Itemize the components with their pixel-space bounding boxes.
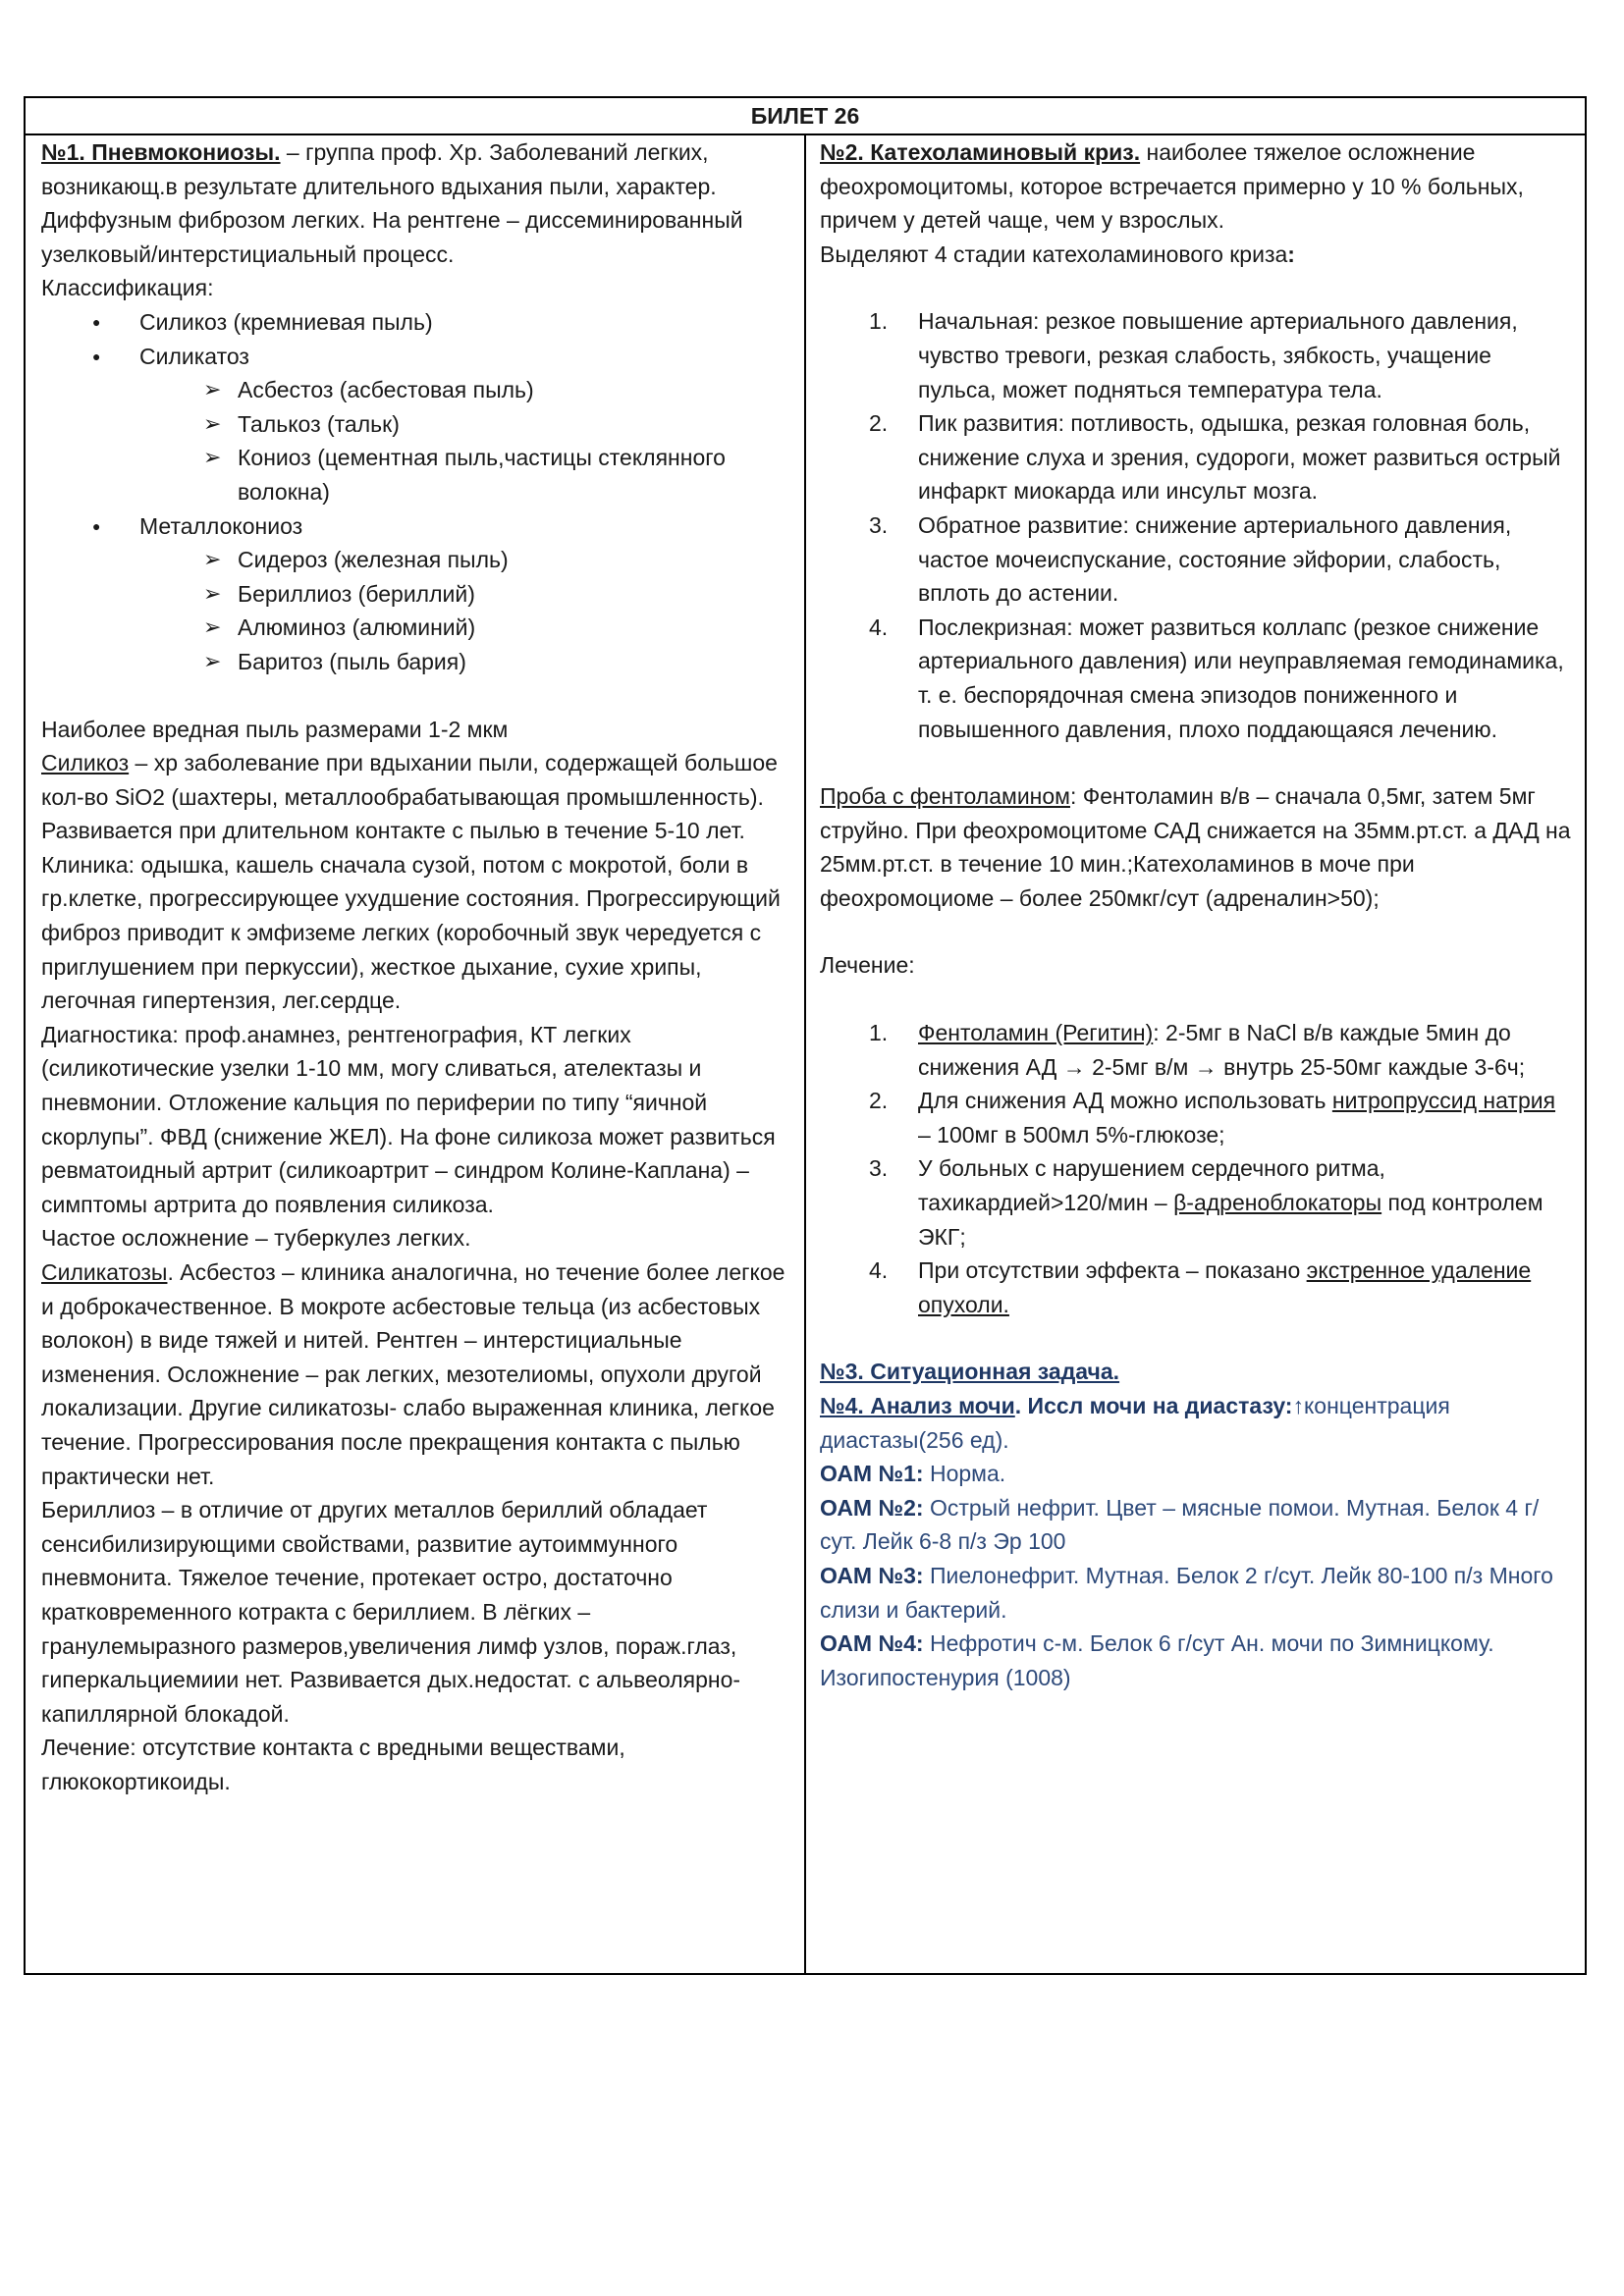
spacer bbox=[820, 915, 1571, 948]
list-item bbox=[820, 508, 1571, 611]
item-number: 3. bbox=[869, 511, 889, 538]
list-item bbox=[820, 1151, 1571, 1254]
item-underlined: нитропруссид натрия bbox=[1331, 1088, 1556, 1114]
list-item: ● Силикоз (кремниевая пыль) bbox=[41, 305, 790, 340]
q4-paragraph bbox=[820, 1389, 1571, 1457]
oam-item bbox=[820, 1457, 1571, 1491]
q4-text: концентрация диастазы(256 ед). bbox=[820, 1393, 1450, 1453]
up-arrow-icon: ↑ bbox=[1292, 1393, 1304, 1418]
stages-label bbox=[820, 238, 1571, 272]
item-text: Послекризная: может развиться коллапс (резкое снижение артериального давления) или неуправляемая гемодинамика, т. е. беспорядочная смена эпизодов пониженного и повышенного давления, плохо поддающаяся лечению. bbox=[918, 614, 1564, 742]
silicosis-text: – хр заболевание при вдыхании пыли, содержащей большое кол-во SiO2 (шахтеры, металлообрабатывающая промышленность). Развивается при длительном контакте с пылью в течение 5-10 лет. bbox=[41, 750, 778, 844]
oam-label: ОАМ №4: bbox=[820, 1630, 924, 1657]
item-underlined: β-адреноблокаторы bbox=[1173, 1190, 1382, 1216]
item-underlined: экстренное удаление опухоли. bbox=[918, 1257, 1532, 1317]
metal-sublist bbox=[41, 543, 790, 678]
stages-label-text: Выделяют 4 стадии катехоламинового криза bbox=[820, 240, 1288, 267]
spacer bbox=[820, 1321, 1571, 1355]
spacer bbox=[820, 746, 1571, 779]
q1-intro: – группа проф. Хр. Заболеваний легких, возникающ.в результате длительного вдыхания пыли, характер. Диффузным фиброзом легких. На рентгене – диссеминированный узелковый/интерстициальный процесс. bbox=[41, 139, 743, 267]
silicatosis-sublist bbox=[41, 373, 790, 508]
list-item bbox=[820, 611, 1571, 746]
oam-item bbox=[820, 1491, 1571, 1559]
list-item bbox=[820, 1084, 1571, 1151]
item-text: – 100мг в 500мл 5%-глюкозе; bbox=[918, 1121, 1225, 1148]
stages-list bbox=[820, 304, 1571, 746]
silicosis-paragraph bbox=[41, 746, 790, 848]
oam-text: Норма. bbox=[923, 1461, 1006, 1487]
treatment-label: Лечение: bbox=[820, 952, 915, 979]
list-item bbox=[820, 1016, 1571, 1084]
item-number: 3. bbox=[869, 1155, 889, 1182]
silicatosis-term: Силикатозы bbox=[41, 1259, 168, 1285]
silicosis-term: Силикоз bbox=[41, 750, 130, 776]
item-underlined: Фентоламин (Регитин) bbox=[918, 1020, 1154, 1046]
item-text: : 2-5мг в NaCl в/в каждые 5мин до снижения АД → 2-5мг в/м → внутрь 25-50мг каждые 3-6ч; bbox=[918, 1020, 1526, 1080]
ticket-title: БИЛЕТ 26 bbox=[26, 98, 1585, 135]
q2-heading: №2. Катехоламиновый криз. bbox=[820, 139, 1141, 165]
left-column bbox=[26, 135, 806, 1973]
list-item: ➢ Кониоз (цементная пыль,частицы стеклянного волокна) bbox=[41, 441, 790, 508]
test-term: Проба с фентоламином bbox=[820, 783, 1070, 810]
oam-label: ОАМ №3: bbox=[820, 1562, 924, 1588]
item-text: Начальная: резкое повышение артериального давления, чувство тревоги, резкая слабость, зябкость, учащение пульса, может подняться температура тела. bbox=[918, 308, 1518, 402]
q2-paragraph bbox=[820, 135, 1571, 238]
spacer bbox=[820, 271, 1571, 304]
ticket-table bbox=[24, 96, 1587, 1975]
classification-list bbox=[41, 305, 790, 373]
list-item: ➢ Асбестоз (асбестовая пыль) bbox=[41, 373, 790, 407]
spacer bbox=[820, 983, 1571, 1016]
q4-sub: . Иссл мочи на диастазу: bbox=[1014, 1393, 1293, 1418]
list-item: ➢ Сидероз (железная пыль) bbox=[41, 543, 790, 577]
berylliosis-paragraph: Бериллиоз – в отличие от других металлов бериллий обладает сенсибилизирующими свойствами, развитие аутоиммунного пневмонита. Тяжелое течение, протекает остро, достаточно кратковременного котракта с бериллием. В лёгких – гранулемыразного размеров,увеличения лимф узлов, пораж.глаз, гиперкальциемиии нет. Развивается дых.недостат. с альвеолярно-капиллярной блокадой. bbox=[41, 1497, 741, 1727]
treatment-list bbox=[820, 1016, 1571, 1321]
dust-size: Наиболее вредная пыль размерами 1-2 мкм bbox=[41, 716, 509, 742]
list-item: ➢ Талькоз (тальк) bbox=[41, 407, 790, 442]
list-item: ➢ Баритоз (пыль бария) bbox=[41, 645, 790, 679]
q1-paragraph bbox=[41, 135, 790, 271]
oam-item bbox=[820, 1627, 1571, 1694]
list-item bbox=[41, 340, 790, 374]
oam-text: Нефротич с-м. Белок 6 г/сут Ан. мочи по Зимницкому. Изогипостенурия (1008) bbox=[820, 1630, 1494, 1690]
item-number: 4. bbox=[869, 614, 889, 640]
complication-paragraph: Частое осложнение – туберкулез легких. bbox=[41, 1225, 471, 1252]
item-number: 4. bbox=[869, 1257, 889, 1284]
list-item: ➢ Бериллиоз (бериллий) bbox=[41, 577, 790, 612]
q4-heading: №4. Анализ мочи bbox=[820, 1393, 1015, 1418]
right-column bbox=[806, 135, 1585, 1973]
silicatosis-text: . Асбестоз – клиника аналогична, но течение более легкое и доброкачественное. В мокроте асбестовые тельца (из асбестовых волокон) в виде тяжей и нитей. Рентген – интерстициальные изменения. Осложнение – рак легких, мезотелиомы, опухоли другой локализации. Другие силикатозы- слабо выраженная клиника, легкое течение. Прогрессирования после прекращения контакта с пылью практически нет. bbox=[41, 1259, 785, 1489]
silicatosis-paragraph bbox=[41, 1255, 790, 1493]
item-number: 2. bbox=[869, 1088, 889, 1114]
item-pre: У больных с нарушением сердечного ритма, тахикардией>120/мин – bbox=[918, 1155, 1385, 1216]
item-number: 1. bbox=[869, 308, 889, 335]
test-paragraph bbox=[820, 779, 1571, 915]
item-number: 2. bbox=[869, 410, 889, 437]
oam-text: Пиелонефрит. Мутная. Белок 2 г/сут. Лейк 80-100 п/з Много слизи и бактерий. bbox=[820, 1562, 1553, 1623]
item-text: Пик развития: потливость, одышка, резкая головная боль, снижение слуха и зрения, судороги, может развиться острый инфаркт миокарда или инсульт мозга. bbox=[918, 410, 1561, 505]
treatment-paragraph: Лечение: отсутствие контакта с вредными веществами, глюкокортикоиды. bbox=[41, 1735, 625, 1794]
list-item: ➢ Алюминоз (алюминий) bbox=[41, 611, 790, 645]
classification-list-2 bbox=[41, 509, 790, 544]
q3-heading: №3. Ситуационная задача. bbox=[820, 1359, 1120, 1385]
diagnostics-paragraph: Диагностика: проф.анамнез, рентгенография, КТ легких (силикотические узелки 1-10 мм, могу сливаться, ателектазы и пневмонии. Отложение кальция по периферии по типу “яичной скорлупы”. ФВД (снижение ЖЕЛ). На фоне силикоза может развиться ревматоидный артрит (силикоартрит – синдром Колине-Каплана) – симптомы артрита до появления силикоза. bbox=[41, 1021, 776, 1217]
item-text: под контролем ЭКГ; bbox=[918, 1190, 1543, 1250]
test-text: : Фентоламин в/в – сначала 0,5мг, затем 5мг струйно. При феохромоцитоме САД снижается на 35мм.рт.ст. а ДАД на 25мм.рт.ст. в течение 10 мин.;Катехоламинов в моче при феохромоциоме – более 250мкг/сут (адреналин>50); bbox=[820, 783, 1571, 911]
q2-intro: наиболее тяжелое осложнение феохромоцитомы, которое встречается примерно у 10 % больных, причем у детей чаще, чем у взрослых. bbox=[820, 139, 1524, 234]
list-item bbox=[820, 406, 1571, 508]
ticket-columns bbox=[26, 135, 1585, 1973]
item-text: Обратное развитие: снижение артериального давления, частое мочеиспускание, состояние эйфории, слабость, вплоть до астении. bbox=[918, 511, 1512, 607]
oam-item bbox=[820, 1559, 1571, 1627]
spacer bbox=[41, 679, 790, 713]
oam-label: ОАМ №2: bbox=[820, 1494, 924, 1521]
clinic-paragraph: Клиника: одышка, кашель сначала сузой, потом с мокротой, боли в гр.клетке, прогрессирующее ухудшение состояния. Прогрессирующий фиброз приводит к эмфиземе легких (коробочный звук чередуется с приглушением при перкуссии), жесткое дыхание, сухие хрипы, легочная гипертензия, лег.сердце. bbox=[41, 851, 781, 1014]
list-item bbox=[820, 304, 1571, 406]
list-item-label: Силикатоз bbox=[139, 343, 249, 369]
classification-label: Классификация: bbox=[41, 275, 214, 301]
stages-colon: : bbox=[1287, 240, 1295, 267]
q1-heading: №1. Пневмокониозы. bbox=[41, 139, 281, 165]
list-item: ● Металлокониоз bbox=[41, 509, 790, 544]
item-number: 1. bbox=[869, 1020, 889, 1046]
list-item bbox=[820, 1254, 1571, 1321]
item-pre: Для снижения АД можно использовать bbox=[918, 1088, 1332, 1114]
oam-text: Острый нефрит. Цвет – мясные помои. Мутная. Белок 4 г/сут. Лейк 6-8 п/з Эр 100 bbox=[820, 1494, 1540, 1555]
item-pre: При отсутствии эффекта – показано bbox=[918, 1257, 1307, 1284]
oam-label: ОАМ №1: bbox=[820, 1461, 924, 1487]
